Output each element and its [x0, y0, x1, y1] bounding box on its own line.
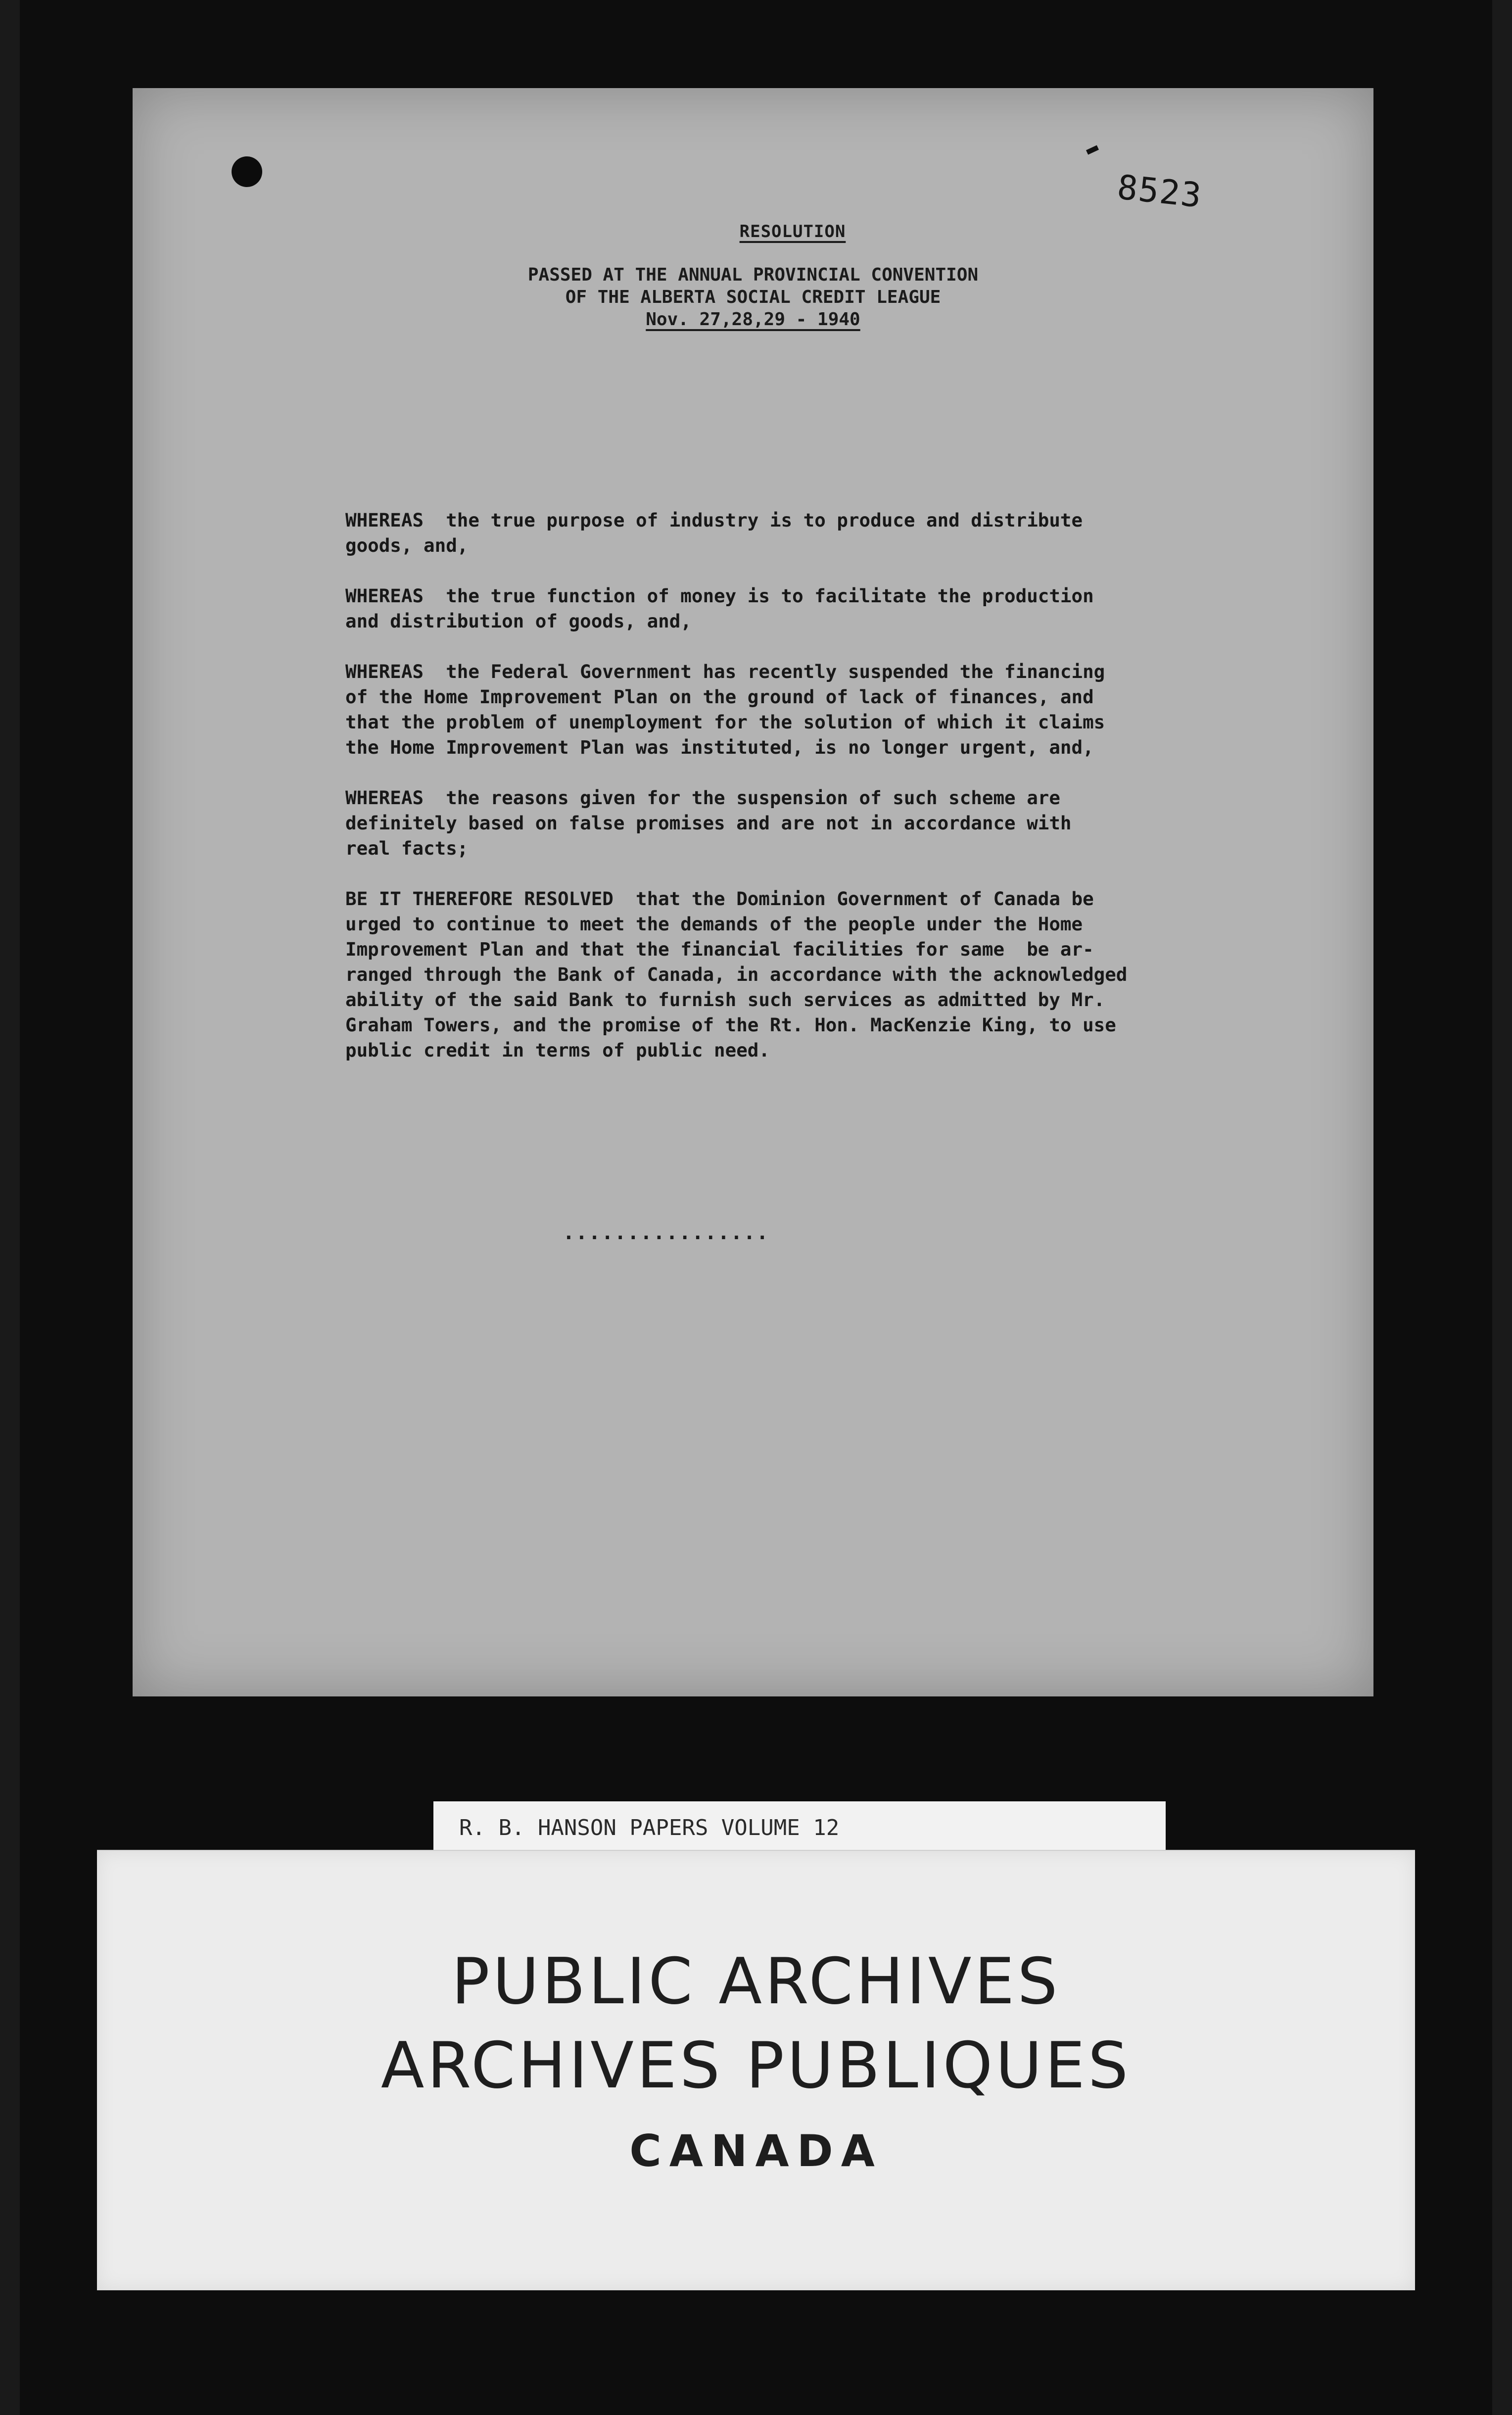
paragraph-line: WHEREAS the reasons given for the suspension of such scheme are: [345, 787, 1060, 809]
document-title-text: RESOLUTION: [739, 222, 846, 242]
paragraph-line: the Home Improvement Plan was instituted, is no longer urgent, and,: [345, 736, 1094, 758]
paragraph-line: Improvement Plan and that the financial facilities for same be ar-: [345, 938, 1094, 960]
paragraph-line: WHEREAS the Federal Government has recently suspended the financing: [345, 661, 1105, 682]
paragraph-whereas-4: [345, 785, 1226, 861]
archives-stamp-card: [97, 1850, 1415, 2290]
collection-reference-label: R. B. HANSON PAPERS VOLUME 12: [433, 1801, 1166, 1855]
punch-hole: [232, 156, 262, 187]
document-page: [133, 88, 1373, 1696]
document-title: [133, 222, 1373, 242]
paragraph-whereas-1: [345, 508, 1226, 558]
subtitle-line-3: [133, 308, 1373, 331]
paragraph-line: Graham Towers, and the promise of the Rt. Hon. MacKenzie King, to use: [345, 1014, 1116, 1036]
paragraph-line: public credit in terms of public need.: [345, 1039, 770, 1061]
paragraph-whereas-2: [345, 583, 1226, 634]
subtitle-line-2: OF THE ALBERTA SOCIAL CREDIT LEAGUE: [565, 287, 941, 307]
paragraph-line: real facts;: [345, 837, 469, 859]
stamp-line-french: ARCHIVES PUBLIQUES: [380, 2029, 1132, 2103]
resolution-body: [345, 508, 1226, 1063]
stamp-line-country: CANADA: [629, 2125, 883, 2176]
film-edge-left: [0, 0, 20, 2415]
pen-mark: [1086, 145, 1099, 154]
paragraph-line: WHEREAS the true purpose of industry is to produce and distribute: [345, 509, 1083, 531]
paragraph-resolved: [345, 886, 1226, 1063]
paragraph-line: goods, and,: [345, 534, 469, 556]
paragraph-whereas-3: [345, 659, 1226, 760]
subtitle-date: Nov. 27,28,29 - 1940: [646, 309, 860, 330]
end-mark: [133, 1221, 1373, 1244]
paragraph-line: ranged through the Bank of Canada, in accordance with the acknowledged: [345, 964, 1128, 985]
paragraph-line: and distribution of goods, and,: [345, 610, 692, 632]
end-mark-dots: ................: [563, 1221, 769, 1244]
film-edge-right: [1492, 0, 1512, 2415]
paragraph-line: BE IT THEREFORE RESOLVED that the Dominion Government of Canada be: [345, 888, 1094, 910]
subtitle-line-1: PASSED AT THE ANNUAL PROVINCIAL CONVENTION: [527, 265, 979, 285]
paragraph-line: definitely based on false promises and are not in accordance with: [345, 812, 1072, 834]
paragraph-line: ability of the said Bank to furnish such services as admitted by Mr.: [345, 989, 1105, 1011]
paragraph-line: of the Home Improvement Plan on the ground of lack of finances, and: [345, 686, 1094, 708]
stamp-line-english: PUBLIC ARCHIVES: [451, 1945, 1061, 2019]
paragraph-line: WHEREAS the true function of money is to facilitate the production: [345, 585, 1094, 607]
document-subtitle: [133, 264, 1373, 331]
page-number: 8523: [1115, 168, 1204, 216]
paragraph-line: urged to continue to meet the demands of the people under the Home: [345, 913, 1083, 935]
paragraph-line: that the problem of unemployment for the solution of which it claims: [345, 711, 1105, 733]
